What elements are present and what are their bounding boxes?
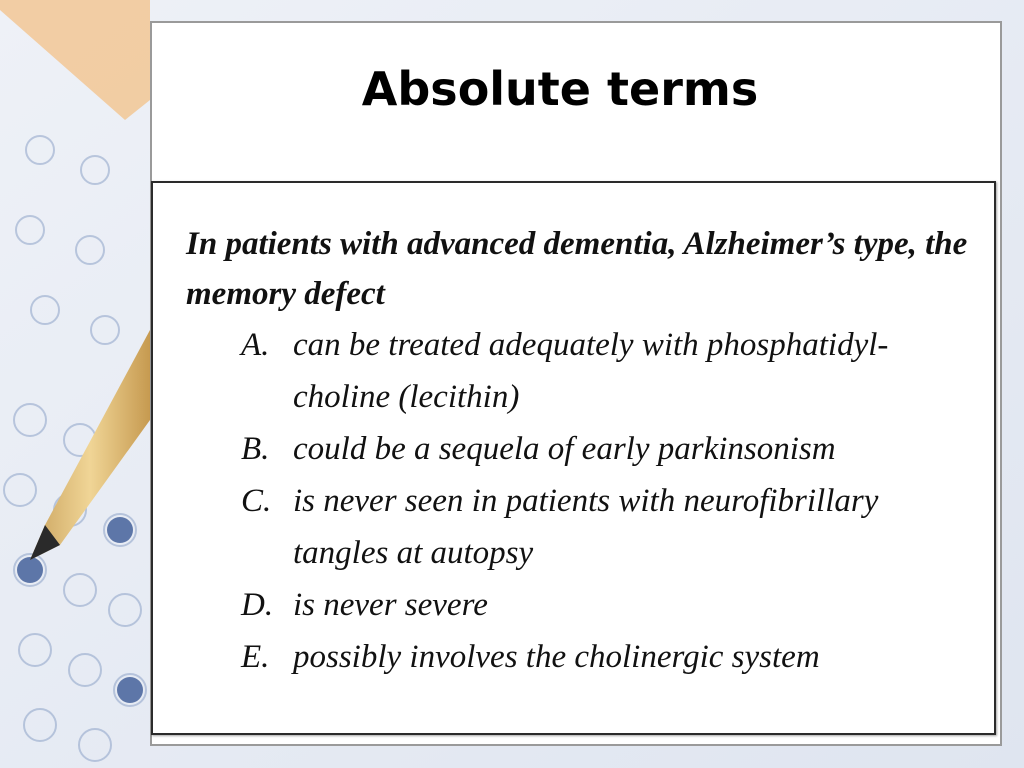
option-text: can be treated adequately with phosphatidyl-choline (lecithin)	[293, 327, 889, 415]
option-b	[241, 423, 961, 475]
option-text: could be a sequela of early parkinsonism	[293, 431, 836, 467]
answer-options	[241, 319, 961, 683]
slide-title: Absolute terms	[361, 62, 759, 116]
option-d	[241, 579, 961, 631]
option-e	[241, 631, 961, 683]
option-text: possibly involves the cholinergic system	[293, 639, 820, 675]
option-letter: D.	[241, 587, 274, 623]
option-letter: B.	[241, 431, 270, 467]
question-stem: In patients with advanced dementia, Alzheimer’s type, the memory defect	[186, 226, 968, 312]
option-letter: A.	[241, 327, 270, 363]
option-a	[241, 319, 961, 423]
option-letter: E.	[241, 639, 270, 675]
option-text: is never seen in patients with neurofibrillary tangles at autopsy	[293, 483, 879, 571]
question-box	[151, 181, 996, 735]
option-text: is never severe	[293, 587, 488, 623]
option-c	[241, 475, 961, 579]
option-letter: C.	[241, 483, 272, 519]
